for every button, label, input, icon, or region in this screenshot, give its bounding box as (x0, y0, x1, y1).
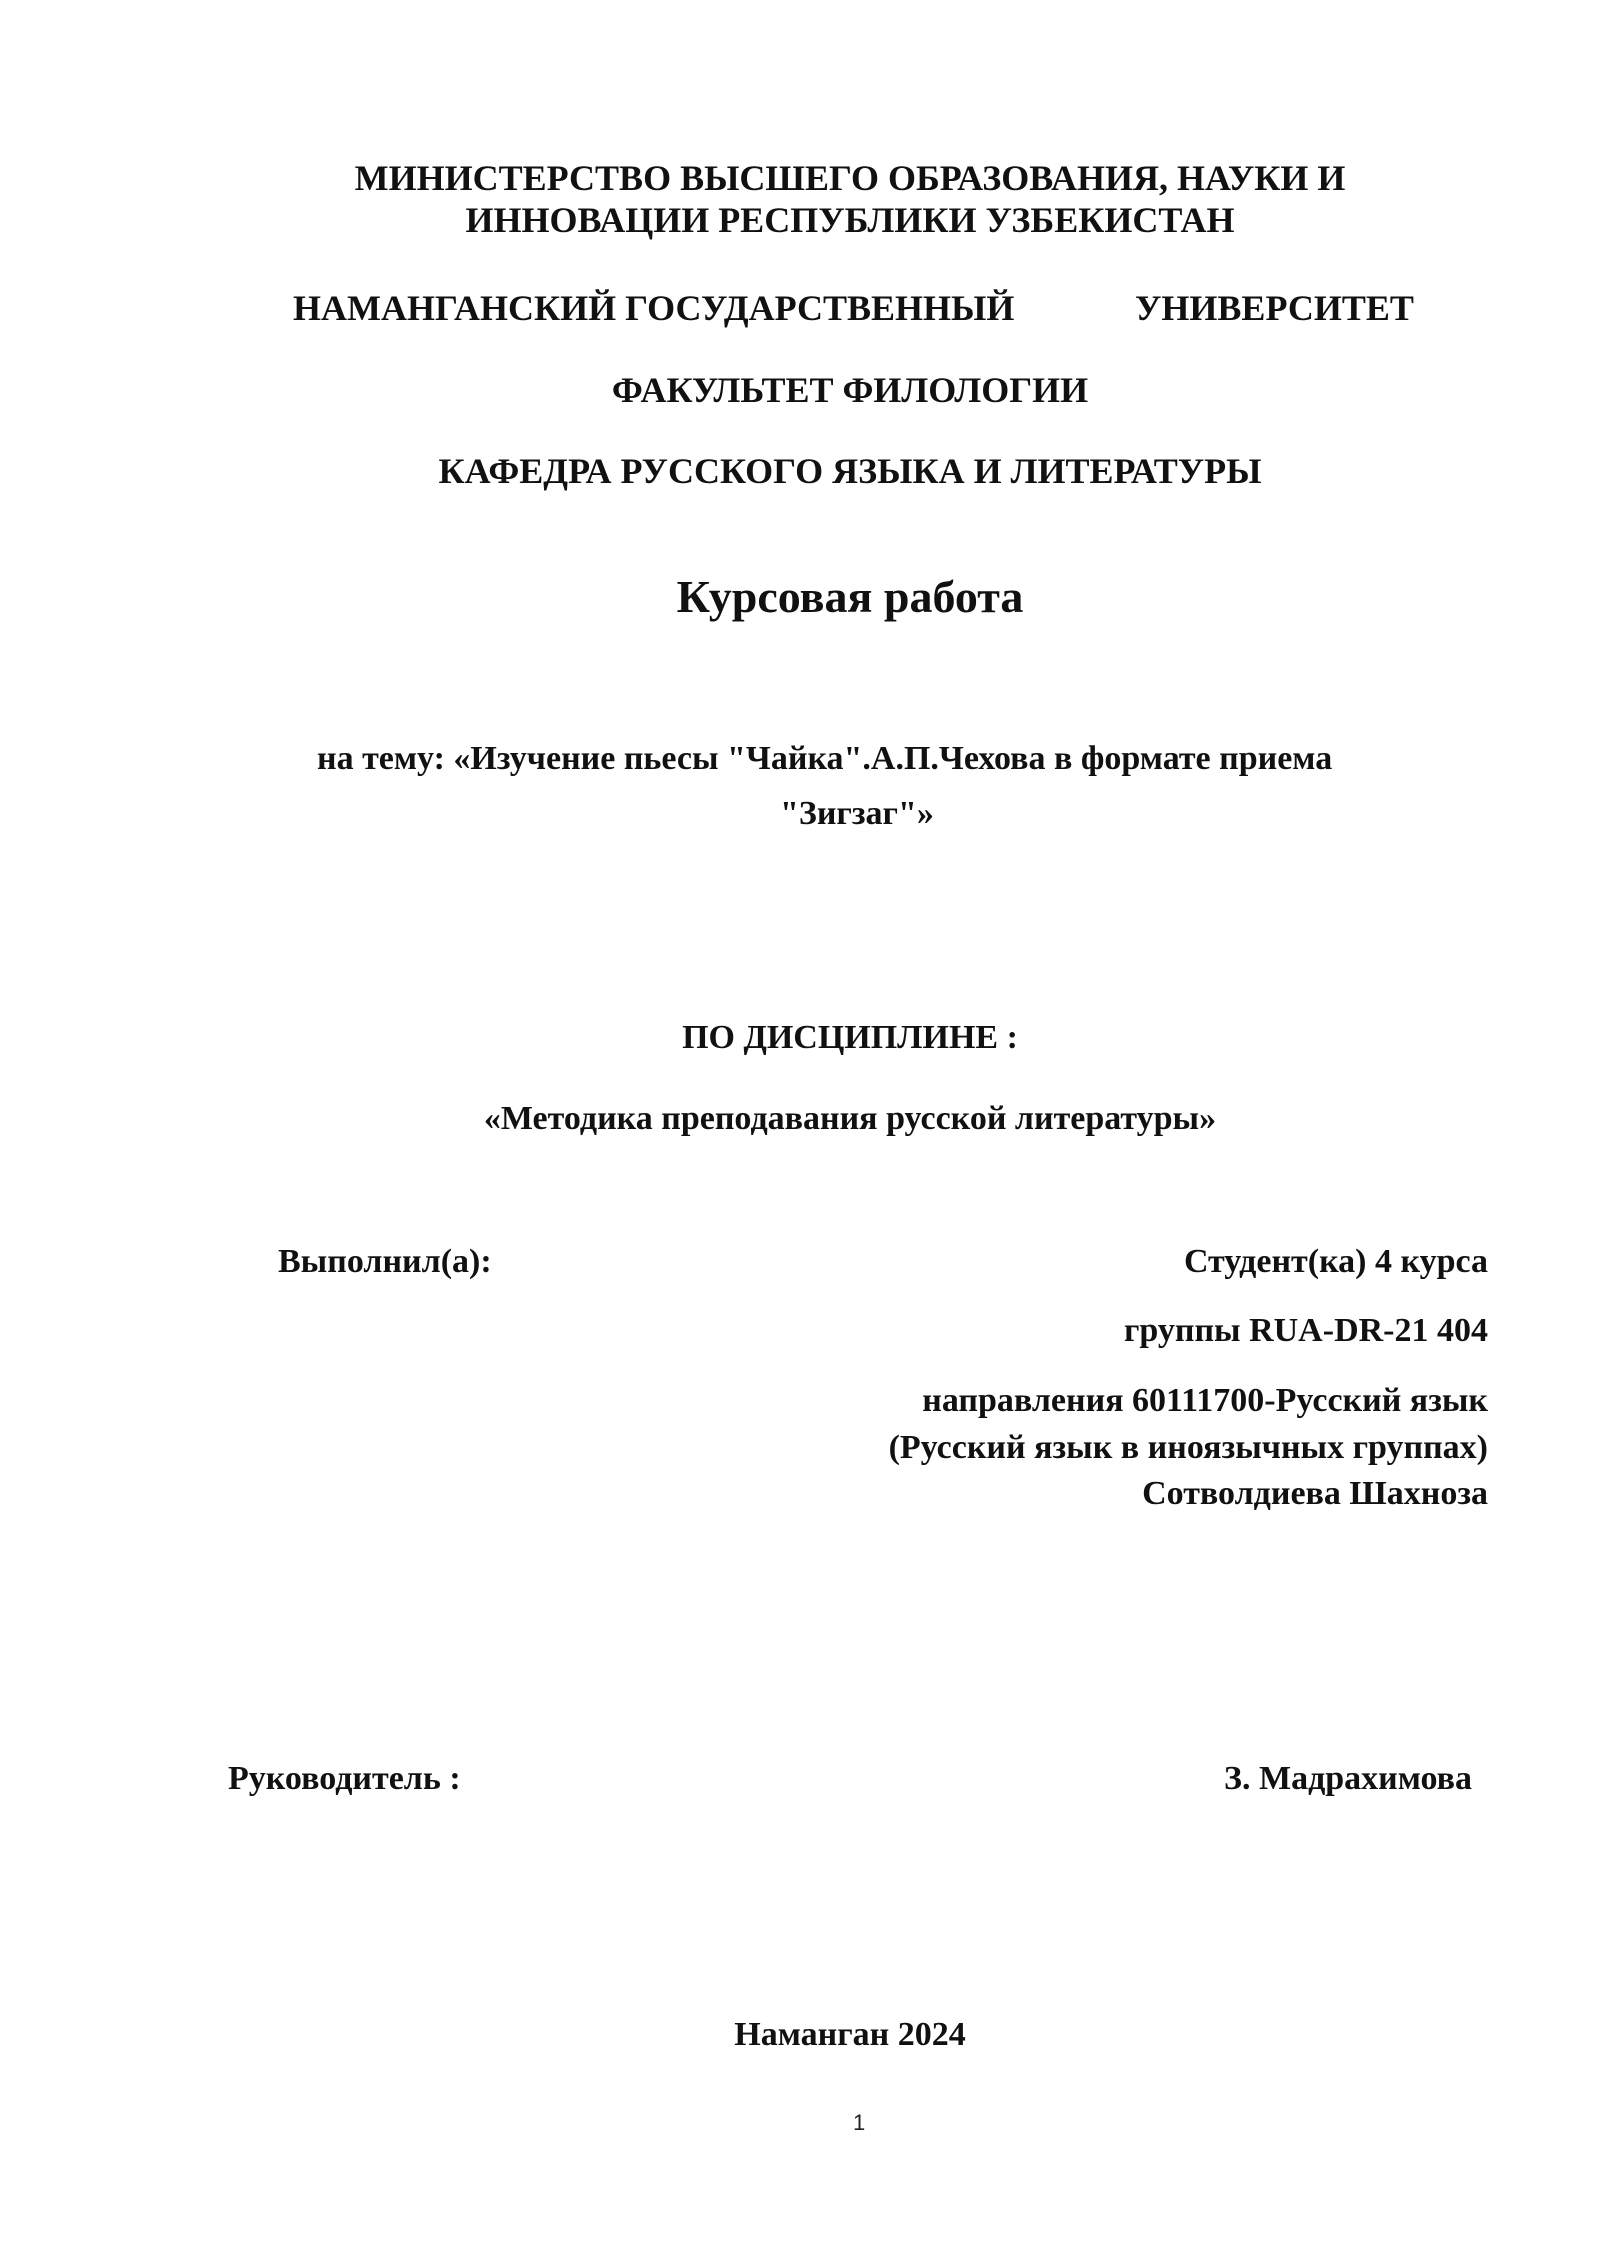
work-type-title: Курсовая работа (676, 571, 1024, 622)
topic-line-1: на тему: «Изучение пьесы "Чайка".А.П.Чехова в формате приема (317, 740, 1333, 777)
department-name: КАФЕДРА РУССКОГО ЯЗЫКА И ЛИТЕРАТУРЫ (438, 451, 1262, 491)
discipline-name: «Методика преподавания русской литературы» (483, 1100, 1217, 1137)
faculty-name: ФАКУЛЬТЕТ ФИЛОЛОГИИ (611, 370, 1089, 410)
supervisor-label: Руководитель : (228, 1760, 461, 1797)
discipline-label: ПО ДИСЦИПЛИНЕ : (682, 1019, 1018, 1056)
university-name-part-1: НАМАНГАНСКИЙ ГОСУДАРСТВЕННЫЙ (293, 288, 1015, 328)
author-group: группы RUA-DR-21 404 (1123, 1312, 1488, 1349)
topic-line-2: "Зигзаг"» (780, 795, 934, 832)
author-course: Студент(ка) 4 курса (1183, 1243, 1488, 1280)
ministry-line-2: ИННОВАЦИИ РЕСПУБЛИКИ УЗБЕКИСТАН (465, 200, 1235, 240)
supervisor-name: З. Мадрахимова (1224, 1760, 1472, 1797)
author-direction-line-2: (Русский язык в иноязычных группах) (888, 1429, 1488, 1466)
city-year: Наманган 2024 (734, 2016, 966, 2053)
author-name: Сотволдиева Шахноза (1142, 1475, 1488, 1512)
author-label: Выполнил(а): (278, 1243, 492, 1280)
page-number: 1 (853, 2110, 866, 2135)
university-name-part-2: УНИВЕРСИТЕТ (1135, 288, 1414, 328)
ministry-line-1: МИНИСТЕРСТВО ВЫСШЕГО ОБРАЗОВАНИЯ, НАУКИ И (354, 158, 1346, 198)
author-direction-line-1: направления 60111700-Русский язык (922, 1382, 1488, 1419)
